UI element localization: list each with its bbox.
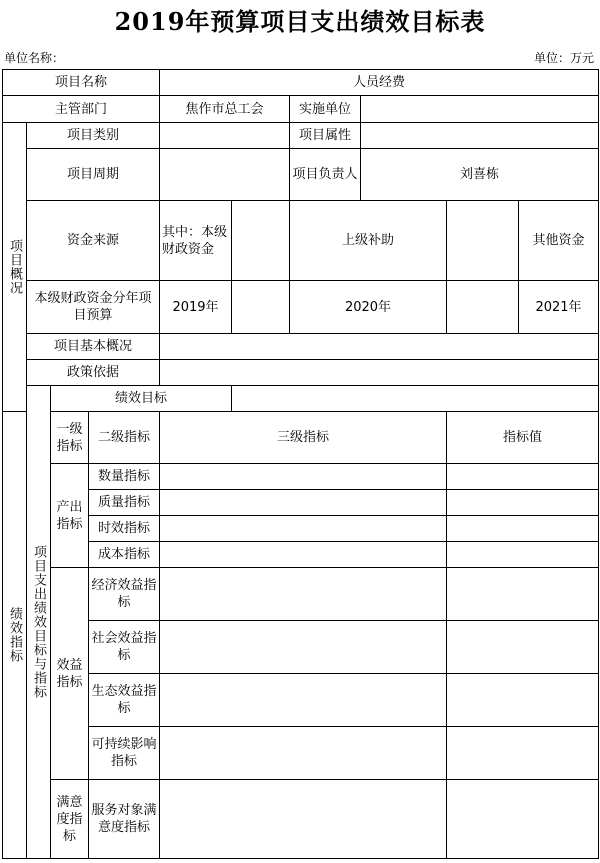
satisfaction-value-cell (447, 780, 599, 859)
benefit-item: 社会效益指标 (89, 621, 160, 674)
benefit-level3-cell (160, 621, 447, 674)
goal-label: 绩效目标 (51, 386, 232, 412)
policy-basis-value (160, 360, 599, 386)
output-item: 数量指标 (89, 464, 160, 490)
responsible-label: 项目负责人 (290, 149, 361, 201)
year-2020-value (447, 281, 519, 334)
output-value-cell (447, 464, 599, 490)
satisfaction-level3-cell (160, 780, 447, 859)
funding-source-label: 资金来源 (27, 201, 160, 281)
basic-overview-label: 项目基本概况 (27, 334, 160, 360)
dept-label: 主管部门 (3, 96, 160, 123)
benefit-value-cell (447, 568, 599, 621)
dept-value: 焦作市总工会 (160, 96, 290, 123)
output-value-cell (447, 490, 599, 516)
responsible-value: 刘喜栋 (361, 149, 599, 201)
output-level3-cell (160, 464, 447, 490)
benefit-item: 可持续影响指标 (89, 727, 160, 780)
benefit-level3-cell (160, 674, 447, 727)
year-2020-label: 2020年 (290, 281, 447, 334)
indicator-label: 绩效指标 (3, 412, 27, 859)
level1-header: 一级指标 (51, 412, 89, 464)
level3-header: 三级指标 (160, 412, 447, 464)
year-2021-label: 2021年 (519, 281, 599, 334)
output-level3-cell (160, 516, 447, 542)
project-name-value: 人员经费 (160, 70, 599, 96)
benefit-value-cell (447, 674, 599, 727)
local-fund-value (232, 201, 290, 281)
benefit-level3-cell (160, 727, 447, 780)
output-label: 产出指标 (51, 464, 89, 568)
output-item: 成本指标 (89, 542, 160, 568)
attribute-label: 项目属性 (290, 123, 361, 149)
value-header: 指标值 (447, 412, 599, 464)
benefit-value-cell (447, 621, 599, 674)
attribute-value (361, 123, 599, 149)
unit-name-label: 单位名称： (4, 51, 65, 65)
overview-section-label: 项目概况 (3, 123, 27, 412)
satisfaction-label: 满意度指标 (51, 780, 89, 859)
benefit-label: 效益指标 (51, 568, 89, 780)
performance-table (2, 69, 599, 859)
output-level3-cell (160, 542, 447, 568)
annual-budget-label: 本级财政资金分年项目预算 (27, 281, 160, 334)
goal-value (232, 386, 599, 412)
output-level3-cell (160, 490, 447, 516)
year-2019-value (232, 281, 290, 334)
local-fund-label: 其中：本级财政资金 (160, 201, 232, 281)
year-2019-label: 2019年 (160, 281, 232, 334)
benefit-item: 经济效益指标 (89, 568, 160, 621)
basic-overview-value (160, 334, 599, 360)
category-label: 项目类别 (27, 123, 160, 149)
satisfaction-item: 服务对象满意度指标 (89, 780, 160, 859)
page-title: 2019年预算项目支出绩效目标表 (114, 7, 486, 36)
impl-unit-label: 实施单位 (290, 96, 361, 123)
output-item: 质量指标 (89, 490, 160, 516)
currency-unit: 单位：万元 (533, 51, 594, 65)
performance-section-label: 项目支出绩效目标与指标 (27, 386, 51, 859)
benefit-item: 生态效益指标 (89, 674, 160, 727)
impl-unit-value (361, 96, 599, 123)
upper-subsidy-label: 上级补助 (290, 201, 447, 281)
project-name-label: 项目名称 (3, 70, 160, 96)
level2-header: 二级指标 (89, 412, 160, 464)
output-value-cell (447, 516, 599, 542)
policy-basis-label: 政策依据 (27, 360, 160, 386)
output-item: 时效指标 (89, 516, 160, 542)
period-label: 项目周期 (27, 149, 160, 201)
period-value (160, 149, 290, 201)
category-value (160, 123, 290, 149)
other-fund-label: 其他资金 (519, 201, 599, 281)
benefit-value-cell (447, 727, 599, 780)
output-value-cell (447, 542, 599, 568)
benefit-level3-cell (160, 568, 447, 621)
upper-subsidy-value (447, 201, 519, 281)
